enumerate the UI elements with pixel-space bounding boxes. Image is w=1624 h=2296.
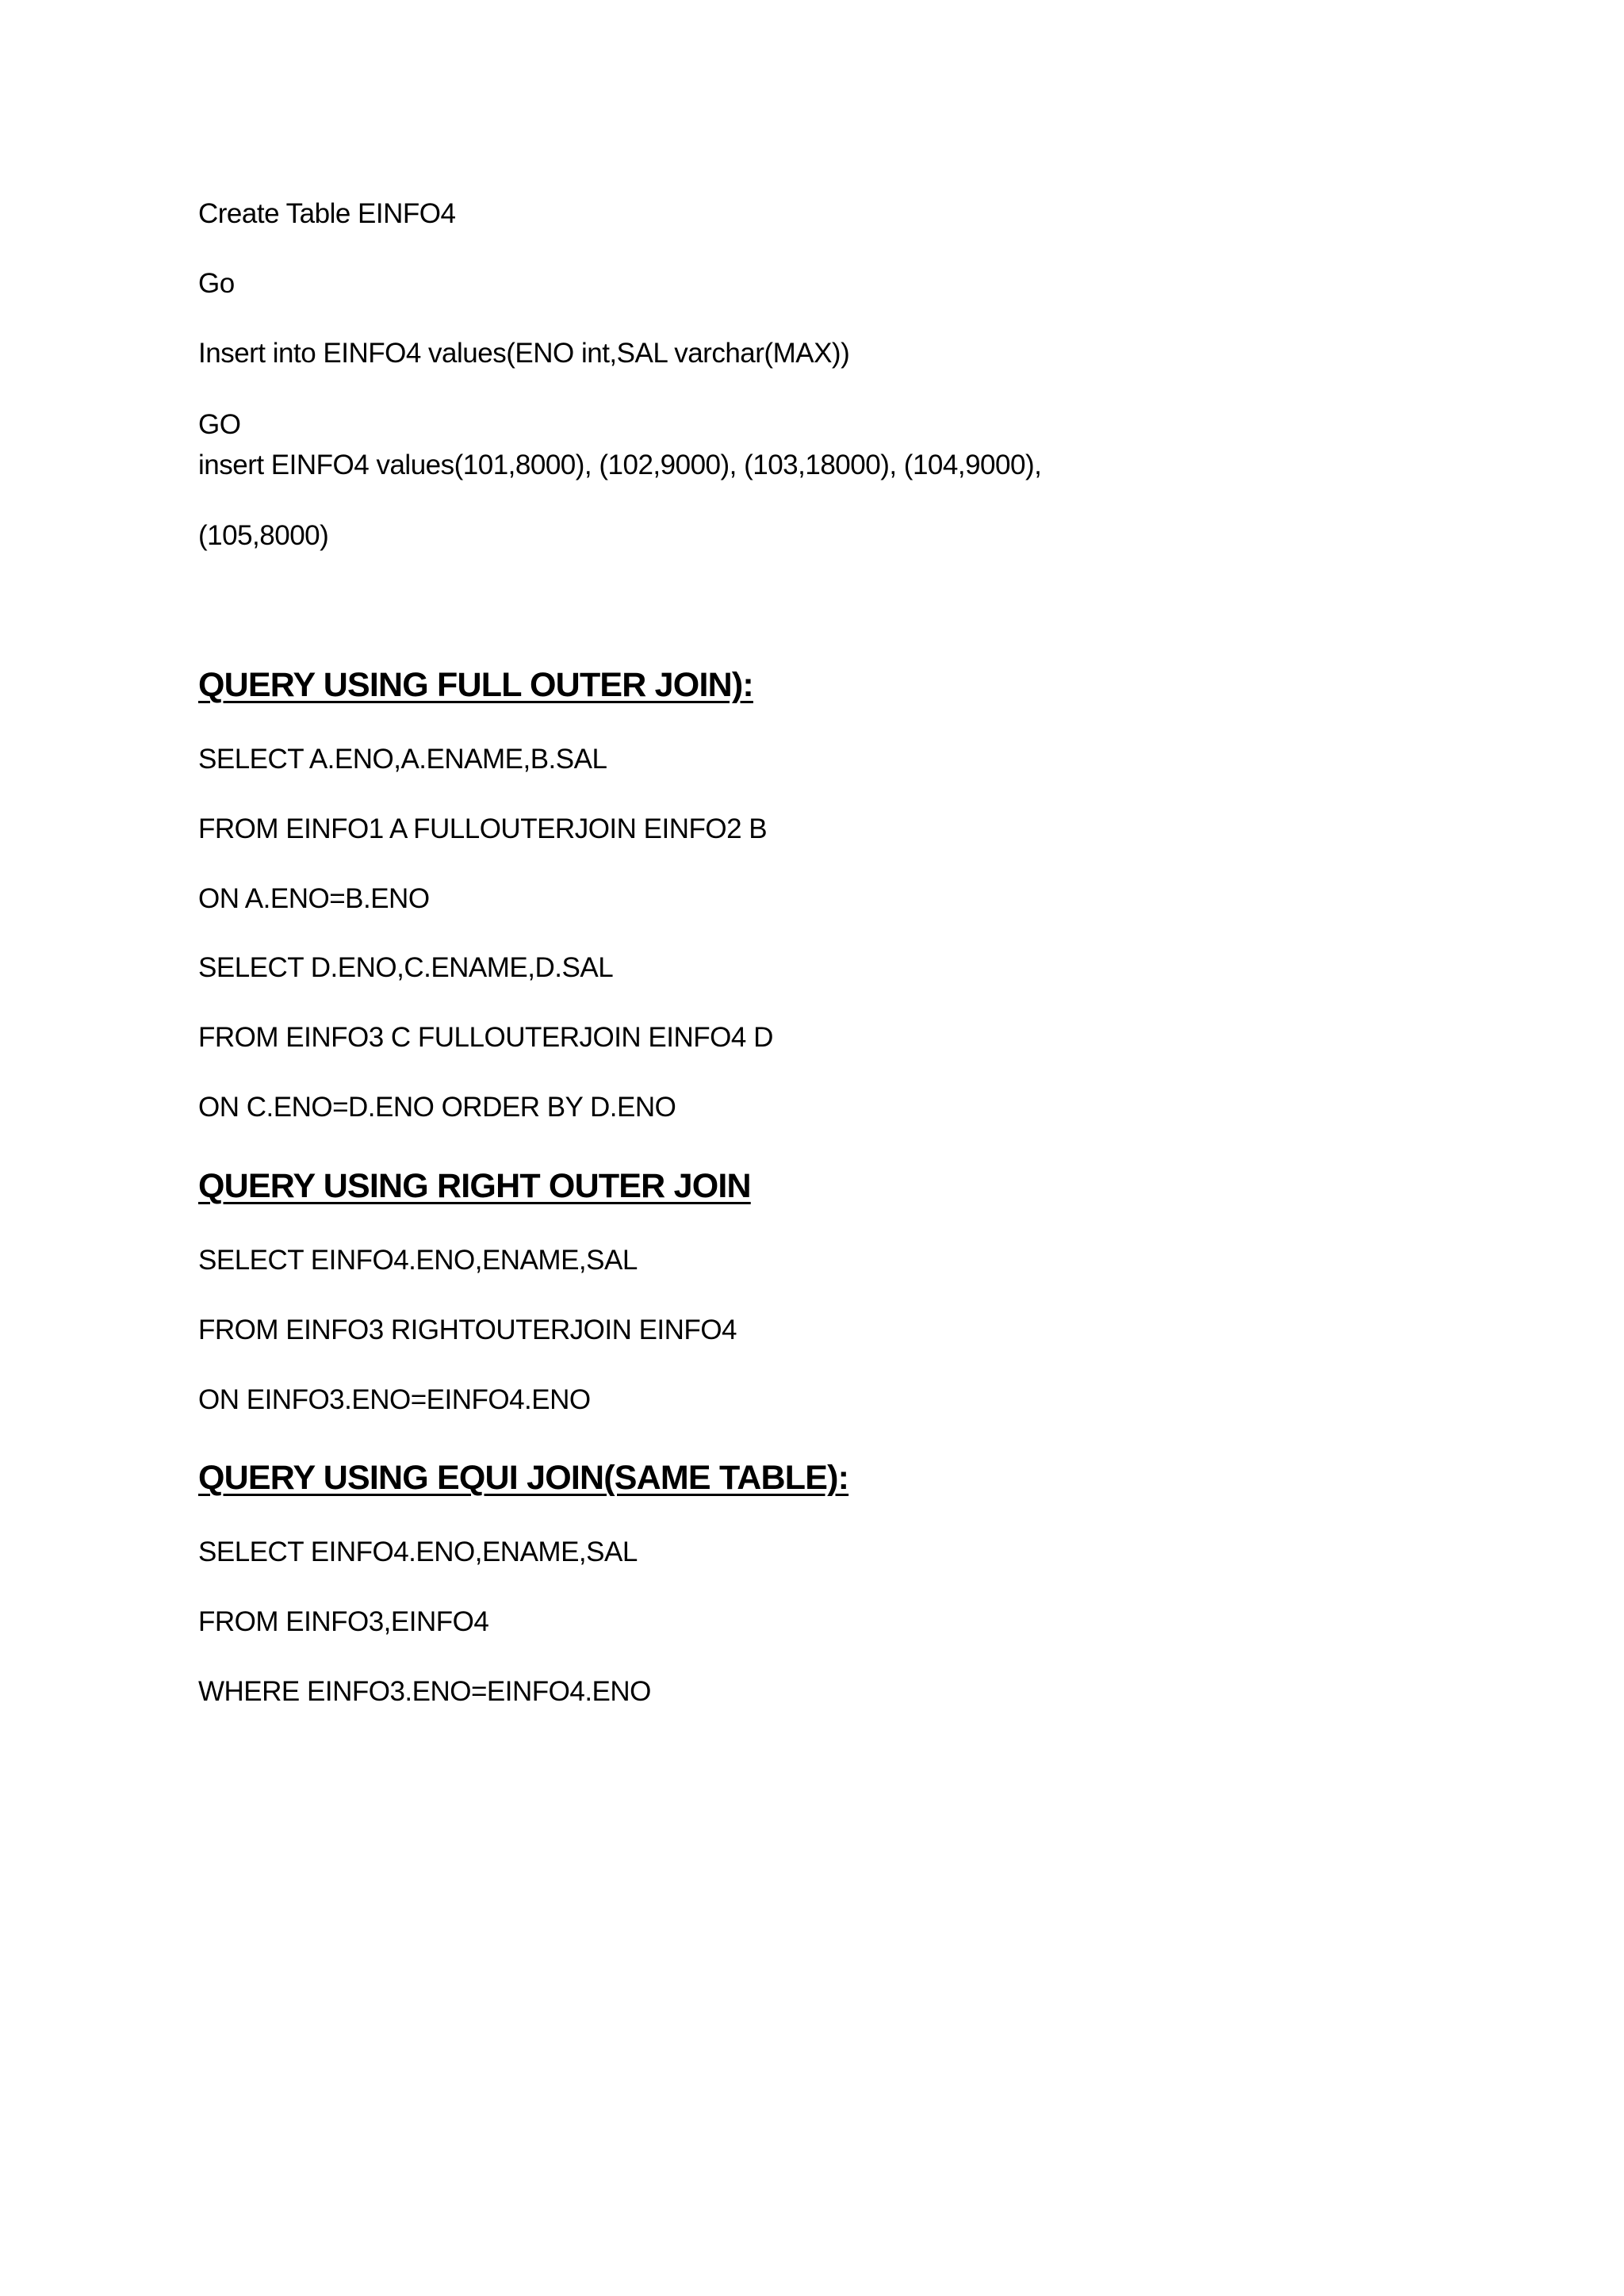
full-outer-join-line-4: SELECT D.ENO,C.ENAME,D.SAL [198,952,614,983]
full-outer-join-line-3: ON A.ENO=B.ENO [198,883,430,914]
equi-join-heading: QUERY USING EQUI JOIN(SAME TABLE): [198,1459,849,1497]
full-outer-join-line-5: FROM EINFO3 C FULLOUTERJOIN EINFO4 D [198,1022,773,1053]
insert-into-line: Insert into EINFO4 values(ENO int,SAL varchar(MAX)) [198,338,850,369]
right-outer-join-line-1: SELECT EINFO4.ENO,ENAME,SAL [198,1245,638,1276]
equi-join-line-2: FROM EINFO3,EINFO4 [198,1606,489,1637]
right-outer-join-line-2: FROM EINFO3 RIGHTOUTERJOIN EINFO4 [198,1314,737,1345]
equi-join-line-3: WHERE EINFO3.ENO=EINFO4.ENO [198,1676,651,1707]
insert-values-continuation: (105,8000) [198,520,329,551]
go-line-upper: GO [198,409,241,440]
create-table-line: Create Table EINFO4 [198,198,456,229]
full-outer-join-line-6: ON C.ENO=D.ENO ORDER BY D.ENO [198,1092,676,1123]
full-outer-join-line-2: FROM EINFO1 A FULLOUTERJOIN EINFO2 B [198,813,768,844]
insert-values-line: insert EINFO4 values(101,8000), (102,9000), (103,18000), (104,9000), [198,450,1042,480]
right-outer-join-line-3: ON EINFO3.ENO=EINFO4.ENO [198,1384,591,1415]
full-outer-join-line-1: SELECT A.ENO,A.ENAME,B.SAL [198,744,607,775]
go-line: Go [198,268,235,299]
right-outer-join-heading: QUERY USING RIGHT OUTER JOIN [198,1167,751,1205]
full-outer-join-heading: QUERY USING FULL OUTER JOIN): [198,666,753,704]
equi-join-line-1: SELECT EINFO4.ENO,ENAME,SAL [198,1536,638,1567]
